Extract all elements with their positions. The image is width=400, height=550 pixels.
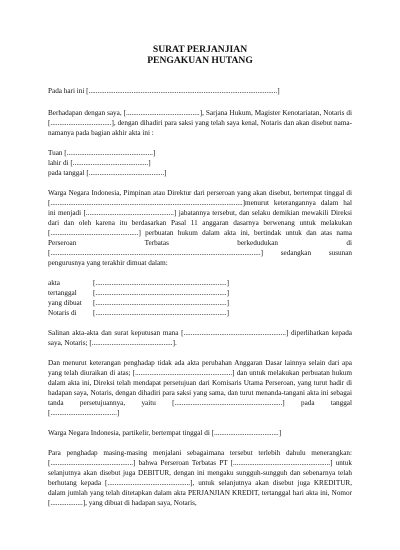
statement-paragraph: Dan menurut keterangan penghadap tidak ada akta perubahan Anggaran Dasar lainnya selain dari apa yang telah diuraikan di atas; [......................................................] dan untuk melakukan perbuatan hukum dalam akta ini, Direksi telah mendapat persetujuan dari Komisaris Utama Perseroan, yang turut hadir di hadapan saya, Notaris, dengan dihadiri para saksi yang sama, dan turut menanda-tangani akta ini sebagai tanda persetujuannya, yaitu [............................................................] pada tanggal [.....................................]	[48, 359, 352, 417]
deed-row	[48, 308, 352, 318]
deed-row	[48, 288, 352, 298]
deed-row	[48, 298, 352, 308]
title-line-1: SURAT PERJANJIAN	[152, 44, 248, 55]
deed-row-value: [.........................................................................]	[93, 289, 229, 297]
deed-row-label: tertanggal	[48, 289, 77, 297]
person-details	[48, 148, 352, 178]
person-birthplace-line: lahir di [..........................................]	[48, 159, 151, 167]
deed-row-value: [.........................................................................]	[93, 309, 229, 317]
copies-paragraph: Salinan akta-akta dan surat keputusan mana [.........................................................] diperlihatkan kepada saya, Notaris; [.............................................].	[48, 329, 352, 347]
parties-paragraph: Para penghadap masing-masing menjalani sebagaimana tersebut terlebih dahulu menerangkan: [..............................................] bahwa Perseroan Terbatas PT [......................................................] untuk selanjutnya akan disebut juga DEBITUR, dengan ini mengaku sungguh-sungguh dan sebenarnya telah berhutang kepada [..............................................], untuk selanjutnya akan disebut juga KREDITUR, dalam jumlah yang telah ditetapkan dalam akta PERJANJIAN KREDIT, tertanggal hari akta ini, Nomor [..................], yang dibuat di hadapan saya, Notaris,	[48, 449, 352, 507]
deed-row-label: yang dibuat	[48, 299, 82, 307]
opening-line: Pada hari ini [.........................................................................................................]	[48, 87, 280, 95]
deed-row-value: [.........................................................................]	[93, 279, 229, 287]
director-paragraph: Warga Negara Indonesia, Pimpinan atau Direktur dari perseroan yang akan disebut, bertempat tinggal di [...........................................................................................................]menurut keterangannya dalam hal ini menjadi [.................................................] jabatannya tersebut, dan selaku demikian mewakili Direksi dari dan oleh karena itu berdasarkan Pasal 11 anggaran dasarnya berwenang untuk melakukan [.................................................] perbuatan hukum dalam akta ini, bertindak untuk dan atas nama Perseroan Terbatas berkedudukan di [.....................................................................................................................] sedangkan susunan pengurusnya yang terakhir dimuat dalam:	[48, 189, 352, 267]
citizen-paragraph: Warga Negara Indonesia, partikelir, bertempat tinggal di [....................................]	[48, 429, 282, 437]
deed-row	[48, 278, 352, 288]
person-name-line: Tuan [................................................]	[48, 149, 156, 157]
person-birthdate-line: pada tanggal [..........................................]	[48, 169, 167, 177]
deed-row-label: Notaris di	[48, 309, 77, 317]
title-line-2: PENGAKUAN HUTANG	[147, 55, 253, 66]
deed-row-value: [.........................................................................]	[93, 299, 229, 307]
deed-row-label: akta	[48, 279, 60, 287]
document-title	[48, 44, 352, 66]
notary-paragraph: Berhadapan dengan saya, [.........................................], Sarjana Hukum, Magister Kenotariatan, Notaris di [..................................], dengan dihadiri para saksi yang telah saya kenal, Notaris dan akan disebut nama-namanya pada bagian akhir akta ini :	[48, 109, 352, 137]
deed-details	[48, 278, 352, 318]
